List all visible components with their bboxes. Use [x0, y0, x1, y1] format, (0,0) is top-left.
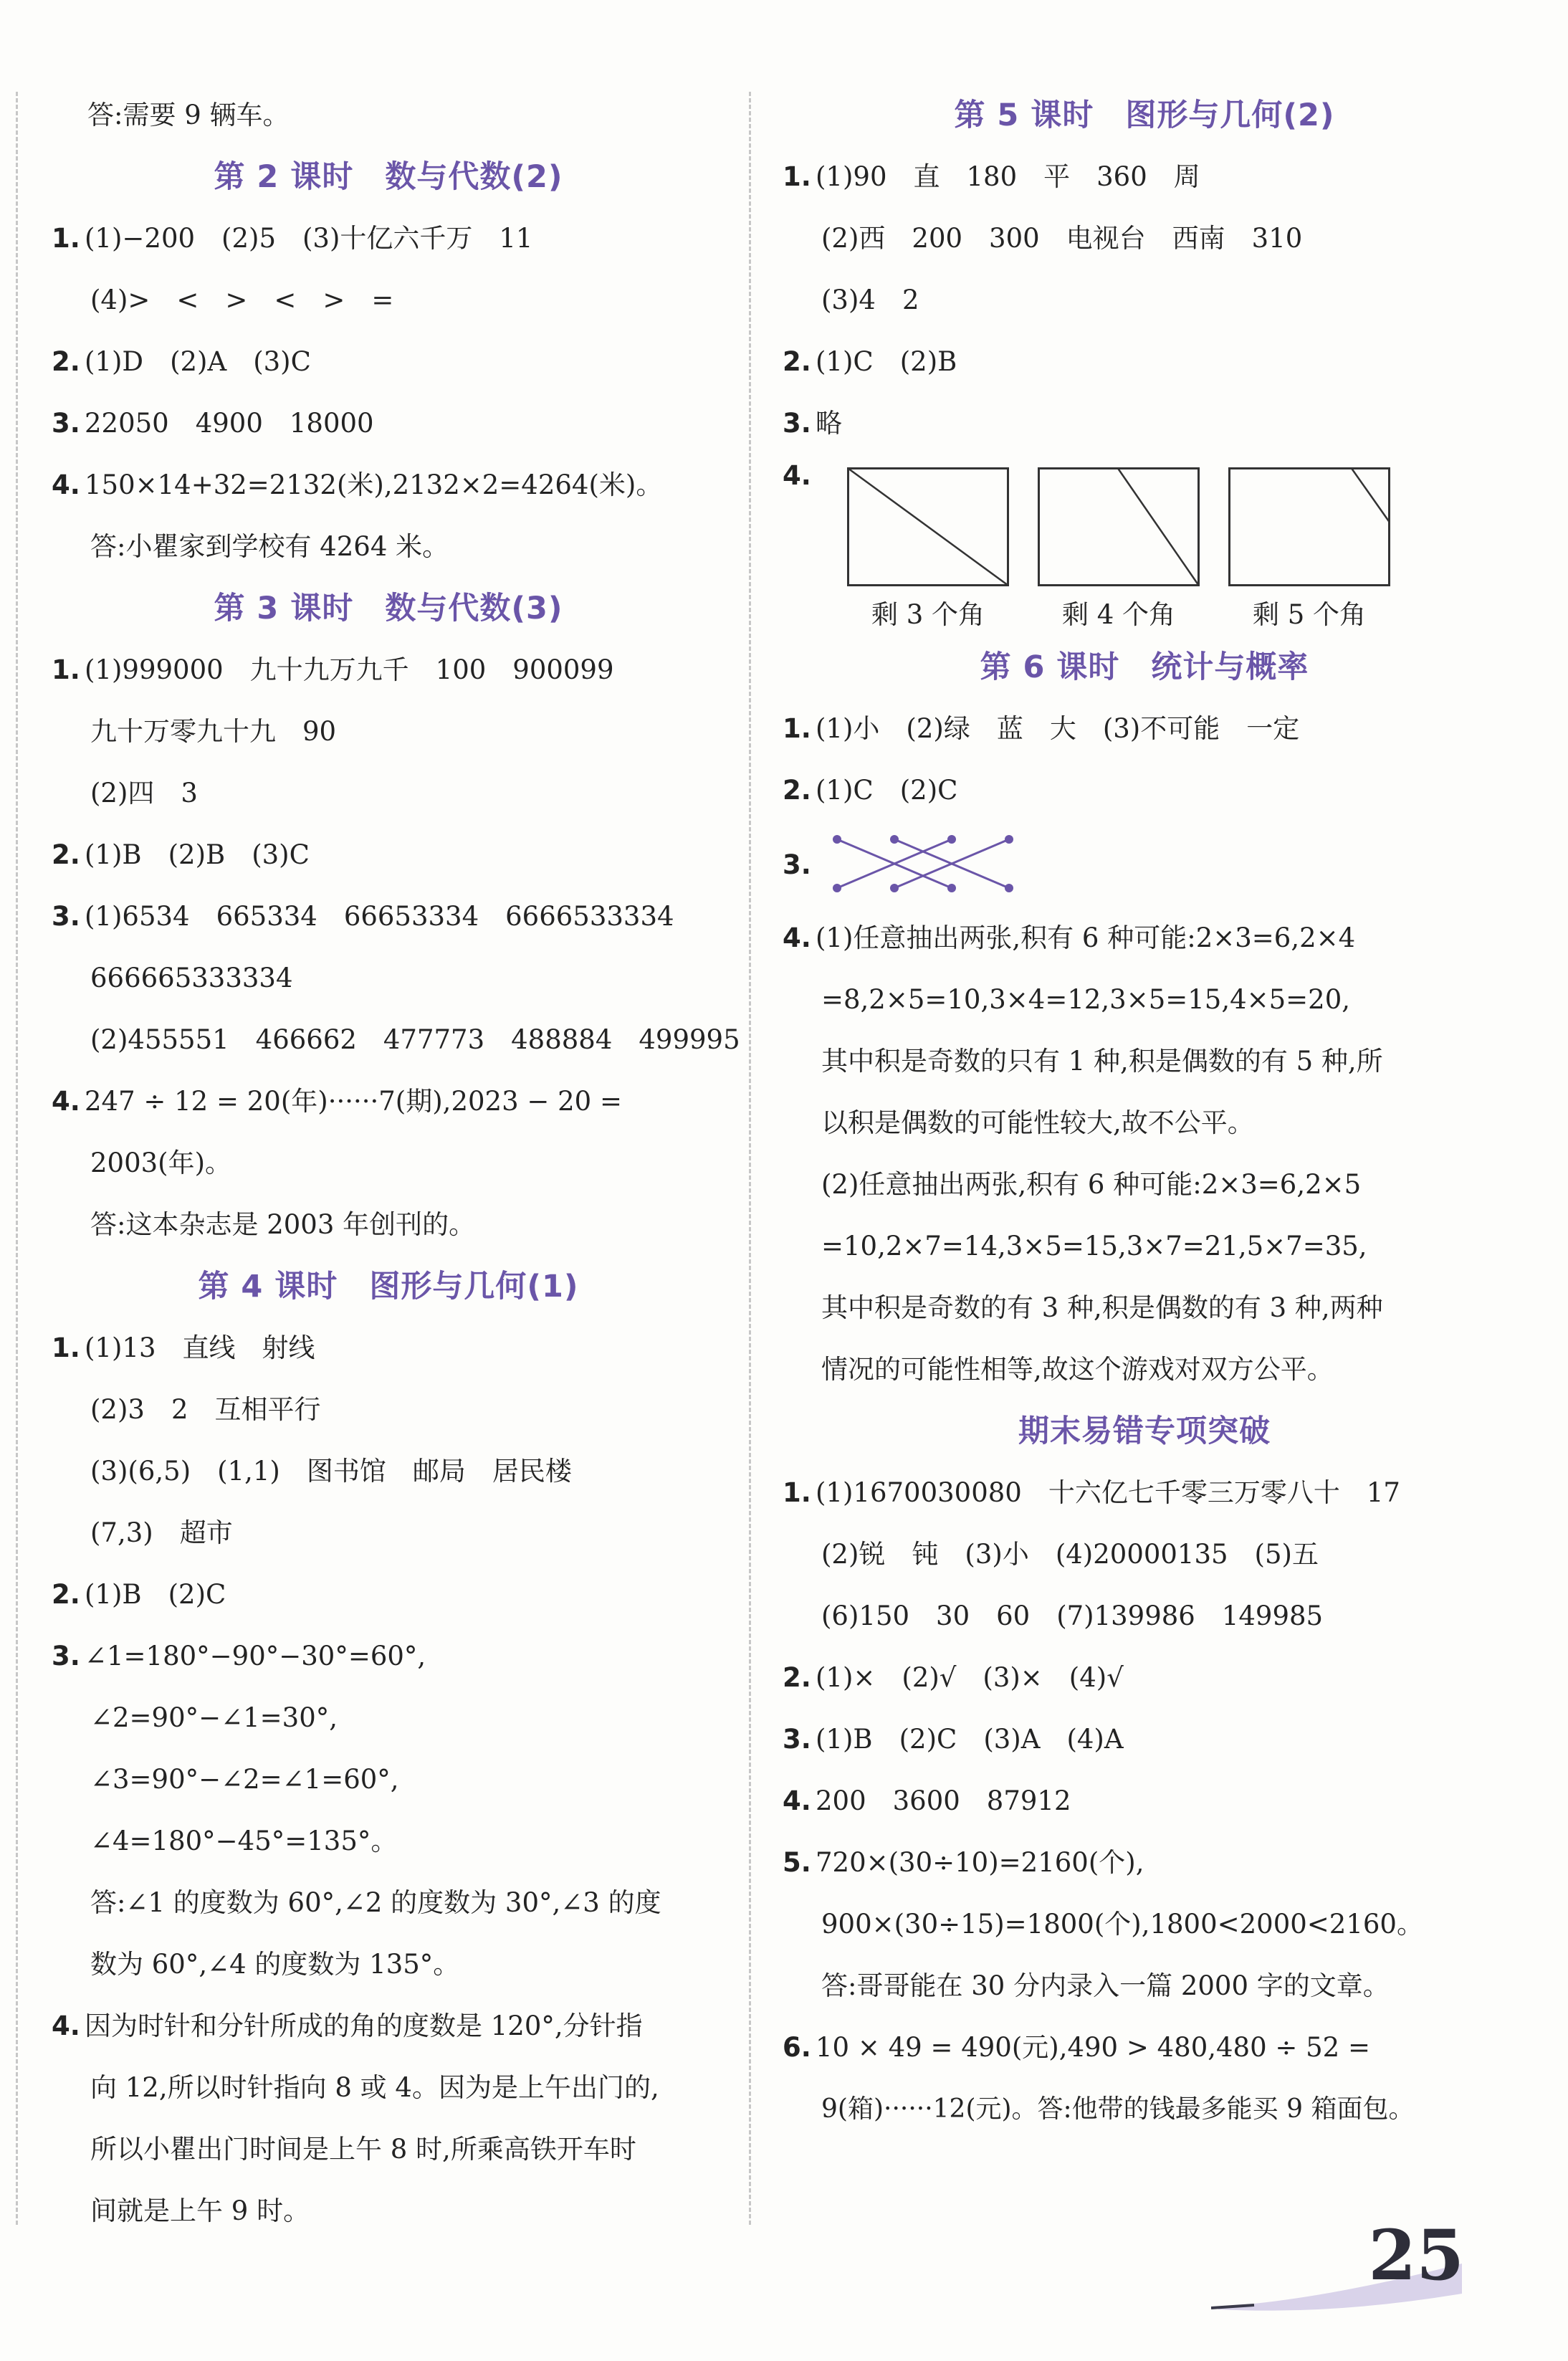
right-column: [783, 85, 1506, 2140]
item-number: 4.: [783, 460, 811, 491]
item-number: 4.: [783, 1785, 811, 1816]
item-number: 1.: [52, 1332, 80, 1363]
answer-text: (1)B (2)C (3)A (4)A: [816, 1724, 1124, 1755]
answer-line: (4)> < > < > =: [90, 285, 394, 315]
match-dot: [833, 884, 841, 892]
left-margin-rule: [16, 92, 18, 2225]
answer-line: [52, 454, 725, 516]
answer-line: 向 12,所以时针指向 8 或 4。因为是上午出门的,: [90, 2072, 659, 2103]
answer-line: 所以小瞿出门时间是上午 8 时,所乘高铁开车时: [90, 2134, 636, 2165]
answer-line: (2)3 2 互相平行: [90, 1394, 321, 1425]
answer-text: (1)小 (2)绿 蓝 大 (3)不可能 一定: [816, 713, 1300, 744]
item-number: 2.: [783, 346, 811, 377]
answer-line: 答:小瞿家到学校有 4264 米。: [90, 531, 449, 562]
answer-line: [783, 2017, 1506, 2079]
answer-line: [783, 393, 1506, 454]
answer-line: ∠4=180°−45°=135°。: [90, 1826, 398, 1856]
answer-text: (1)B (2)C: [85, 1579, 226, 1610]
item-number: 1.: [783, 713, 811, 744]
caption-4-corners: 剩 4 个角: [1061, 599, 1176, 630]
caption-3-corners: 剩 3 个角: [871, 599, 985, 630]
answer-line: (2)455551 466662 477773 488884 499995: [90, 1024, 740, 1055]
answer-line: [52, 1071, 725, 1132]
match-dot: [947, 884, 956, 892]
answer-text: (1)90 直 180 平 360 周: [816, 161, 1200, 192]
section-heading-lesson-2: 第 2 课时 数与代数(2): [214, 159, 563, 195]
column-divider: [749, 92, 751, 2225]
left-column: [52, 85, 740, 2242]
item-number: 2.: [52, 1579, 80, 1610]
matching-lines-diagram: [816, 825, 1031, 904]
square-outline: [1039, 469, 1199, 586]
item-number: 4.: [783, 922, 811, 953]
answer-line: =8,2×5=10,3×4=12,3×5=15,4×5=20,: [821, 984, 1351, 1015]
item-number: 1.: [52, 654, 80, 685]
answer-line: (3)(6,5) (1,1) 图书馆 邮局 居民楼: [90, 1456, 572, 1487]
cut-line: [848, 469, 1008, 586]
item-number: 2.: [783, 1662, 811, 1693]
answer-line: 答:这本杂志是 2003 年创刊的。: [90, 1209, 476, 1240]
answer-line: 间就是上午 9 时。: [90, 2195, 310, 2226]
item-number: 2.: [52, 346, 80, 377]
answer-line: 其中积是奇数的有 3 种,积是偶数的有 3 种,两种: [821, 1292, 1383, 1323]
item-number: 3.: [783, 408, 811, 439]
square-outline: [1230, 469, 1390, 586]
figure-captions: [847, 593, 1506, 636]
answer-text: (1)B (2)B (3)C: [85, 839, 310, 870]
item-number: 4.: [52, 469, 80, 500]
answer-line: [783, 1709, 1506, 1770]
answer-line: 答:∠1 的度数为 60°,∠2 的度数为 30°,∠3 的度: [90, 1887, 661, 1918]
item-number: 3.: [783, 1724, 811, 1755]
section-heading-final-review: 期末易错专项突破: [1018, 1413, 1271, 1449]
item-number: 6.: [783, 2032, 811, 2063]
answer-line: (7,3) 超市: [90, 1517, 233, 1548]
match-dot: [833, 835, 841, 844]
answer-line: =10,2×7=14,3×5=15,3×7=21,5×7=35,: [821, 1231, 1367, 1261]
item-number: 3.: [52, 901, 80, 932]
section-heading-lesson-4: 第 4 课时 图形与几何(1): [198, 1269, 579, 1304]
answer-text: (1)D (2)A (3)C: [85, 346, 311, 377]
answer-line: 666665333334: [90, 963, 293, 993]
answer-text: (1)C (2)B: [816, 346, 957, 377]
answer-line: (2)任意抽出两张,积有 6 种可能:2×3=6,2×5: [821, 1169, 1362, 1200]
answer-line: [783, 760, 1506, 821]
item-number: 2.: [52, 839, 80, 870]
answer-line: 答:哥哥能在 30 分内录入一篇 2000 字的文章。: [821, 1970, 1390, 2001]
answer-line: 9(箱)······12(元)。答:他带的钱最多能买 9 箱面包。: [821, 2094, 1415, 2124]
answer-line: [52, 208, 725, 270]
answer-text: (1)× (2)√ (3)× (4)√: [816, 1662, 1124, 1693]
answer-line: [52, 1626, 725, 1687]
answer-line: [783, 331, 1506, 393]
item-number: 3.: [52, 1641, 80, 1671]
answer-line: [783, 146, 1506, 208]
answer-text: (1)−200 (2)5 (3)十亿六千万 11: [85, 223, 533, 254]
answer-text: 因为时针和分针所成的角的度数是 120°,分针指: [85, 2011, 643, 2041]
answer-text: (1)13 直线 射线: [85, 1332, 315, 1363]
section-heading-lesson-6: 第 6 课时 统计与概率: [980, 649, 1309, 685]
answer-line: (2)西 200 300 电视台 西南 310: [821, 223, 1303, 254]
match-dot: [890, 835, 899, 844]
answer-line: 答:需要 9 辆车。: [87, 100, 290, 130]
item-number: 4.: [52, 1086, 80, 1117]
answer-text: 10 × 49 = 490(元),490 > 480,480 ÷ 52 =: [816, 2032, 1370, 2063]
answer-text: 720×(30÷10)=2160(个),: [816, 1847, 1144, 1878]
answer-text: ∠1=180°−90°−30°=60°,: [85, 1641, 426, 1671]
item-number: 3.: [783, 849, 811, 880]
answer-line: [783, 698, 1506, 760]
figure-block: [783, 454, 1506, 636]
answer-line: 情况的可能性相等,故这个游戏对双方公平。: [821, 1354, 1334, 1385]
item-number: 4.: [52, 2011, 80, 2041]
answer-text: 247 ÷ 12 = 20(年)······7(期),2023 − 20 =: [85, 1086, 622, 1117]
answer-text: (1)C (2)C: [816, 775, 958, 806]
answer-line: [783, 1832, 1506, 1894]
match-dot: [1005, 835, 1013, 844]
answer-line: [52, 331, 725, 393]
answer-line: [783, 1770, 1506, 1832]
answer-text: (1)任意抽出两张,积有 6 种可能:2×3=6,2×4: [816, 922, 1356, 953]
answer-line: 900×(30÷15)=1800(个),1800<2000<2160。: [821, 1909, 1423, 1940]
item-number: 3.: [52, 408, 80, 439]
answer-line: (2)四 3: [90, 778, 198, 809]
match-dot: [947, 835, 956, 844]
answer-text: (1)6534 665334 66653334 6666533334: [85, 901, 674, 932]
cut-line: [1118, 469, 1199, 586]
answer-line: [52, 1995, 725, 2057]
answer-text: 200 3600 87912: [816, 1785, 1071, 1816]
answer-line: [52, 1564, 725, 1626]
square-cut-5-corners: [1228, 467, 1390, 586]
answer-line: 2003(年)。: [90, 1148, 232, 1178]
answer-text: 略: [816, 408, 842, 439]
answer-line: ∠3=90°−∠2=∠1=60°,: [90, 1764, 399, 1795]
item-number: 2.: [783, 775, 811, 806]
square-cut-3-corners: [847, 467, 1009, 586]
page-number: 25: [1368, 2215, 1464, 2296]
item-number: 1.: [52, 223, 80, 254]
section-heading-lesson-3: 第 3 课时 数与代数(3): [214, 591, 563, 626]
answer-text: 22050 4900 18000: [85, 408, 374, 439]
item-number: 1.: [783, 161, 811, 192]
answer-line: (3)4 2: [821, 285, 919, 315]
answer-line: [52, 1317, 725, 1379]
answer-line: (6)150 30 60 (7)139986 149985: [821, 1601, 1324, 1631]
answer-line: [52, 393, 725, 454]
answer-line: 以积是偶数的可能性较大,故不公平。: [821, 1107, 1254, 1138]
answer-line: 九十万零九十九 90: [90, 716, 337, 747]
answer-line: (2)锐 钝 (3)小 (4)20000135 (5)五: [821, 1539, 1319, 1570]
cut-line: [1352, 469, 1390, 523]
match-dot: [1005, 884, 1013, 892]
answer-line: [783, 1647, 1506, 1709]
match-dot: [890, 884, 899, 892]
answer-line: [783, 907, 1506, 969]
answer-line: [52, 824, 725, 886]
answer-text: (1)999000 九十九万九千 100 900099: [85, 654, 614, 685]
section-heading-lesson-5: 第 5 课时 图形与几何(2): [954, 97, 1335, 133]
answer-line: 其中积是奇数的只有 1 种,积是偶数的有 5 种,所: [821, 1046, 1383, 1077]
answer-text: 150×14+32=2132(米),2132×2=4264(米)。: [85, 469, 663, 500]
answer-text: (1)1670030080 十六亿七千零三万零八十 17: [816, 1477, 1400, 1508]
answer-line: 数为 60°,∠4 的度数为 135°。: [90, 1949, 460, 1980]
answer-line: [52, 639, 725, 701]
matching-diagram-row: [783, 821, 1506, 907]
square-cut-figures: [847, 459, 1506, 593]
answer-line: [783, 1462, 1506, 1524]
answer-line: ∠2=90°−∠1=30°,: [90, 1702, 338, 1733]
answer-line: [52, 886, 725, 948]
item-number: 1.: [783, 1477, 811, 1508]
caption-5-corners: 剩 5 个角: [1252, 599, 1367, 630]
item-number: 5.: [783, 1847, 811, 1878]
square-cut-4-corners: [1038, 467, 1200, 586]
